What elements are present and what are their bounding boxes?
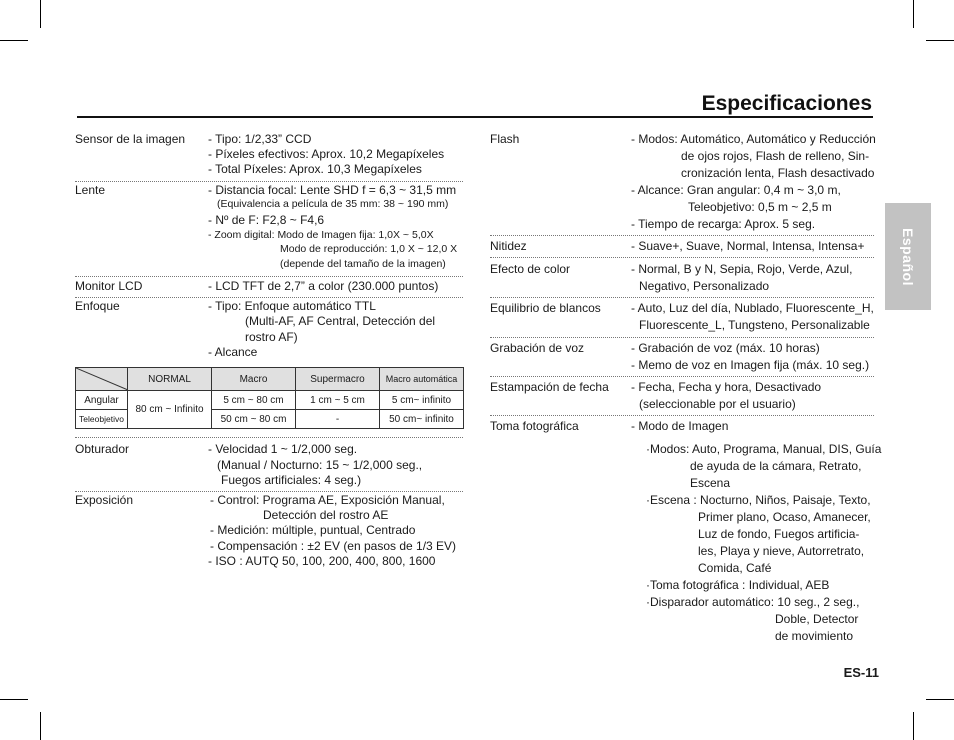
spec-value: - Tiempo de recarga: Aprox. 5 seg.: [631, 217, 816, 231]
divider: [490, 337, 874, 338]
diagonal-header-cell: [76, 368, 128, 391]
spec-value: Detección del rostro AE: [263, 508, 389, 522]
spec-value: - Nº de F: F2,8 ~ F4,6: [208, 213, 325, 227]
spec-value: Fuegos artificiales: 4 seg.): [221, 473, 362, 487]
spec-value: cronización lenta, Flash desactivado: [681, 166, 875, 180]
table-cell: 5 cm ~ 80 cm: [212, 391, 296, 410]
divider: [75, 181, 463, 182]
spec-value: - LCD TFT de 2,7” a color (230.000 puntos): [208, 279, 439, 293]
crop-mark: [926, 40, 954, 41]
spec-label: Flash: [490, 132, 520, 146]
spec-label: Equilibrio de blancos: [490, 301, 601, 315]
diagonal-line: [76, 368, 128, 390]
spec-label: Exposición: [75, 493, 134, 507]
focus-range-table: [75, 367, 464, 429]
divider: [490, 415, 874, 416]
spec-value: (Manual / Nocturno: 15 ~ 1/2,000 seg.,: [217, 458, 423, 472]
spec-value: - Normal, B y N, Sepia, Rojo, Verde, Azul,: [631, 262, 853, 276]
table-header: Macro: [212, 368, 296, 391]
spec-value: ·Modos: Auto, Programa, Manual, DIS, Guía: [646, 442, 882, 456]
spec-value: - Píxeles efectivos: Aprox. 10,2 Megapíxeles: [208, 147, 445, 161]
spec-value: - Tipo: 1/2,33” CCD: [208, 132, 312, 146]
spec-value: de ayuda de la cámara, Retrato,: [690, 459, 862, 473]
table-row-label: Angular: [76, 391, 128, 410]
spec-value: - Tipo: Enfoque automático TTL: [208, 299, 376, 313]
divider: [75, 491, 463, 492]
spec-value: Comida, Café: [698, 561, 772, 575]
language-tab: [885, 203, 931, 310]
table-row-label: Teleobjetivo: [76, 410, 128, 429]
spec-value: - Total Píxeles: Aprox. 10,3 Megapíxeles: [208, 162, 422, 176]
divider: [75, 276, 463, 277]
spec-label: Obturador: [75, 442, 130, 456]
divider: [75, 437, 463, 438]
spec-value: - Compensación : ±2 EV (en pasos de 1/3 EV): [210, 539, 457, 553]
spec-value: ·Toma fotográfica : Individual, AEB: [646, 578, 830, 592]
spec-value: les, Playa y nieve, Autorretrato,: [698, 544, 865, 558]
spec-value: - Control: Programa AE, Exposición Manual,: [210, 493, 445, 507]
spec-value: - Alcance: [208, 345, 258, 359]
crop-mark: [913, 712, 914, 740]
spec-value: Teleobjetivo: 0,5 m ~ 2,5 m: [688, 200, 832, 214]
spec-label: Monitor LCD: [75, 279, 143, 293]
table-header: Supermacro: [296, 368, 380, 391]
spec-label: Sensor de la imagen: [75, 132, 186, 146]
table-cell: 50 cm~ infinito: [380, 410, 464, 429]
spec-value: Luz de fondo, Fuegos artificia-: [698, 527, 860, 541]
language-tab-label: Español: [900, 227, 916, 286]
crop-mark: [926, 699, 954, 700]
table-row: [76, 391, 464, 410]
table-header: NORMAL: [128, 368, 212, 391]
table-cell: 5 cm~ infinito: [380, 391, 464, 410]
spec-value: - Auto, Luz del día, Nublado, Fluorescente_H,: [631, 301, 874, 315]
table-cell: 1 cm ~ 5 cm: [296, 391, 380, 410]
spec-value: - Fecha, Fecha y hora, Desactivado: [631, 380, 822, 394]
spec-value: de ojos rojos, Flash de relleno, Sin-: [681, 149, 870, 163]
crop-mark: [0, 699, 28, 700]
table-header: Macro automática: [380, 368, 464, 391]
table-cell: 80 cm ~ Infinito: [128, 391, 212, 429]
table-cell: -: [296, 410, 380, 429]
spec-value: (seleccionable por el usuario): [639, 397, 796, 411]
spec-label: Lente: [75, 183, 106, 197]
spec-value: Doble, Detector: [775, 612, 859, 626]
spec-value: - Modo de Imagen: [631, 419, 729, 433]
spec-value: Modo de reproducción: 1,0 X ~ 12,0 X: [280, 243, 458, 255]
spec-value: Negativo, Personalizado: [639, 279, 770, 293]
page-title: Especificaciones: [701, 92, 872, 115]
divider: [490, 376, 874, 377]
spec-label: Estampación de fecha: [490, 380, 609, 394]
spec-value: ·Escena : Nocturno, Niños, Paisaje, Texto,: [646, 493, 871, 507]
spec-value: - Grabación de voz (máx. 10 horas): [631, 341, 820, 355]
spec-value: Escena: [690, 476, 731, 490]
spec-value: - Memo de voz en Imagen fija (máx. 10 seg.): [631, 358, 870, 372]
page-number: ES-11: [843, 665, 879, 680]
title-rule: [77, 116, 873, 118]
crop-mark: [40, 0, 41, 28]
table-cell: 50 cm ~ 80 cm: [212, 410, 296, 429]
spec-value: - Alcance: Gran angular: 0,4 m ~ 3,0 m,: [631, 183, 841, 197]
spec-value: ·Disparador automático: 10 seg., 2 seg.,: [646, 595, 860, 609]
spec-value: rostro AF): [245, 330, 298, 344]
divider: [490, 297, 874, 298]
crop-mark: [913, 0, 914, 28]
divider: [490, 235, 874, 236]
spec-value: - Medición: múltiple, puntual, Centrado: [210, 523, 416, 537]
spec-value: (Equivalencia a película de 35 mm: 38 ~ 190 mm): [217, 198, 449, 210]
spec-value: Fluorescente_L, Tungsteno, Personalizable: [639, 318, 870, 332]
spec-value: - Zoom digital: Modo de Imagen fija: 1,0X ~ 5,0X: [208, 229, 434, 241]
spec-value: de movimiento: [775, 629, 854, 643]
spec-label: Toma fotográfica: [490, 419, 579, 433]
spec-value: - Distancia focal: Lente SHD f = 6,3 ~ 31,5 mm: [208, 183, 457, 197]
spec-value: - Velocidad 1 ~ 1/2,000 seg.: [208, 442, 358, 456]
spec-label: Enfoque: [75, 299, 120, 313]
spec-label: Nitidez: [490, 239, 527, 253]
table-header-row: [76, 368, 464, 391]
spec-value: - Modos: Automático, Automático y Reducción: [631, 132, 876, 146]
spec-value: Primer plano, Ocaso, Amanecer,: [698, 510, 871, 524]
spec-value: (depende del tamaño de la imagen): [280, 258, 446, 270]
spec-value: - Suave+, Suave, Normal, Intensa, Intensa+: [631, 239, 865, 253]
spec-value: (Multi-AF, AF Central, Detección del: [245, 314, 436, 328]
spec-label: Efecto de color: [490, 262, 571, 276]
divider: [490, 257, 874, 258]
crop-mark: [0, 40, 28, 41]
spec-label: Grabación de voz: [490, 341, 585, 355]
divider: [75, 297, 463, 298]
crop-mark: [40, 712, 41, 740]
spec-value: - ISO : AUTQ 50, 100, 200, 400, 800, 1600: [208, 554, 436, 568]
